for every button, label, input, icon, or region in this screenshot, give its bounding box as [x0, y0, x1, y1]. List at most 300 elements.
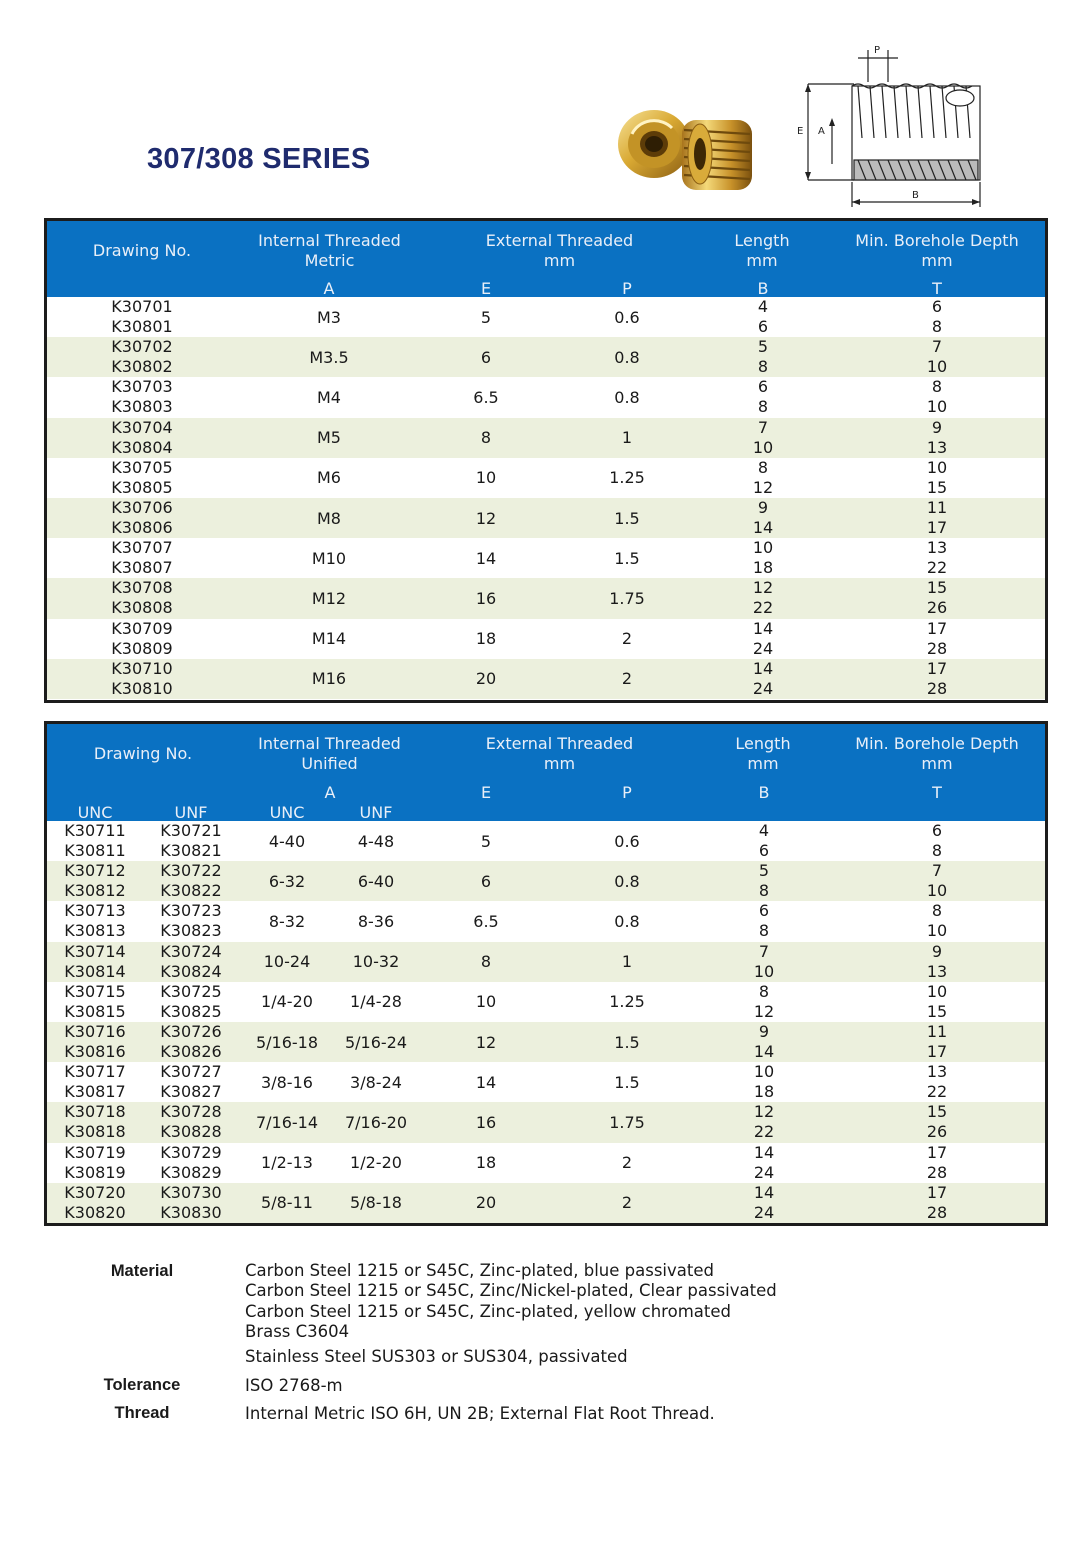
depth-t-cell — [887, 901, 987, 941]
unc-drawing-cell — [47, 982, 143, 1022]
drawing-no-cell-line: K30803 — [111, 397, 173, 417]
header-a: A — [324, 783, 336, 802]
thread-e-cell: 16 — [475, 588, 497, 608]
depth-t-cell — [887, 982, 987, 1022]
thread-e-cell: 10 — [475, 468, 497, 488]
table-row — [47, 619, 1045, 659]
unc-drawing-cell — [47, 942, 143, 982]
table-row — [47, 418, 1045, 458]
depth-t-cell-line: 17 — [926, 658, 948, 678]
drawing-no-cell — [87, 297, 197, 337]
table-row — [47, 1143, 1045, 1183]
depth-t-cell-line: 10 — [926, 881, 948, 901]
length-b-cell-line: 14 — [752, 658, 774, 678]
unf-drawing-cell — [143, 1102, 239, 1142]
drawing-no-cell-line: K30707 — [111, 538, 173, 558]
unified-table-header — [47, 724, 1045, 821]
thread-e-cell: 12 — [475, 1032, 497, 1052]
unc-thread-cell: 10-24 — [263, 952, 311, 972]
drawing-no-cell-line: K30703 — [111, 377, 173, 397]
thread-a-cell: M16 — [311, 669, 347, 689]
depth-t-cell-line: 15 — [926, 477, 948, 497]
thread-a-cell: M3.5 — [309, 347, 349, 367]
unf-drawing-cell-line: K30724 — [160, 941, 222, 961]
header-t: T — [932, 279, 942, 298]
unf-thread-cell: 1/4-28 — [350, 992, 402, 1012]
depth-t-cell — [887, 619, 987, 659]
depth-t-cell-line: 10 — [926, 397, 948, 417]
unf-thread-cell: 6-40 — [357, 871, 395, 891]
pitch-p-cell: 0.6 — [614, 307, 640, 327]
unf-drawing-cell-line: K30725 — [160, 981, 222, 1001]
unf-thread-cell: 4-48 — [357, 831, 395, 851]
header-p: P — [622, 279, 632, 298]
thread-e-cell: 5 — [480, 831, 492, 851]
drawing-no-cell-line: K30806 — [111, 518, 173, 538]
length-b-cell-line: 7 — [758, 941, 770, 961]
length-b-cell-line: 4 — [758, 821, 770, 841]
drawing-no-cell — [87, 377, 197, 417]
header-e: E — [480, 279, 492, 298]
depth-t-cell-line: 17 — [926, 518, 948, 538]
table-row — [47, 821, 1045, 861]
table-row — [47, 659, 1045, 699]
thread-a-cell: M4 — [317, 387, 341, 407]
pitch-p-cell: 1.5 — [614, 548, 640, 568]
unc-thread-cell: 4-40 — [268, 831, 306, 851]
pitch-p-cell: 0.8 — [614, 911, 640, 931]
depth-t-cell — [887, 297, 987, 337]
length-b-cell-line: 8 — [758, 921, 770, 941]
length-b-cell — [713, 418, 813, 458]
unf-drawing-cell-line: K30823 — [160, 921, 222, 941]
length-b-cell-line: 24 — [752, 678, 774, 698]
thread-a-cell: M6 — [317, 468, 341, 488]
thread-a-cell: M5 — [317, 428, 341, 448]
length-b-cell-line: 10 — [752, 437, 774, 457]
length-b-cell-line: 14 — [753, 1042, 775, 1062]
thread-e-cell: 6.5 — [473, 911, 499, 931]
drawing-no-cell-line: K30709 — [111, 618, 173, 638]
pitch-p-cell: 1.25 — [609, 468, 645, 488]
length-b-cell — [713, 458, 813, 498]
thread-e-cell: 8 — [480, 952, 492, 972]
length-b-cell — [713, 538, 813, 578]
unc-thread-cell: 1/4-20 — [261, 992, 313, 1012]
depth-t-cell-line: 7 — [931, 861, 943, 881]
length-b-cell — [714, 942, 814, 982]
unf-drawing-cell — [143, 1022, 239, 1062]
drawing-no-cell-line: K30804 — [111, 437, 173, 457]
unf-drawing-cell-line: K30826 — [160, 1042, 222, 1062]
length-b-cell-line: 24 — [753, 1162, 775, 1182]
unc-drawing-cell-line: K30713 — [64, 901, 126, 921]
unified-table — [44, 721, 1048, 1226]
header-t: T — [932, 783, 942, 802]
unc-drawing-cell-line: K30813 — [64, 921, 126, 941]
header-internal: Internal Threaded Unified — [258, 734, 401, 773]
unf-drawing-cell-line: K30722 — [160, 861, 222, 881]
depth-t-cell-line: 8 — [931, 317, 943, 337]
depth-t-cell-line: 28 — [926, 678, 948, 698]
pitch-p-cell: 0.8 — [614, 387, 640, 407]
material-label: Material — [110, 1262, 174, 1280]
length-b-cell-line: 18 — [753, 1082, 775, 1102]
drawing-no-cell — [87, 538, 197, 578]
header-a: A — [323, 279, 335, 298]
unc-drawing-cell-line: K30720 — [64, 1182, 126, 1202]
unc-drawing-cell-line: K30819 — [64, 1162, 126, 1182]
length-b-cell-line: 8 — [757, 397, 769, 417]
length-b-cell — [714, 1102, 814, 1142]
length-b-cell — [714, 1062, 814, 1102]
depth-t-cell-line: 10 — [926, 981, 948, 1001]
length-b-cell-line: 8 — [757, 357, 769, 377]
unf-drawing-cell-line: K30828 — [160, 1122, 222, 1142]
depth-t-cell-line: 7 — [931, 337, 943, 357]
depth-t-cell-line: 8 — [931, 377, 943, 397]
unc-drawing-cell-line: K30711 — [64, 821, 126, 841]
unc-drawing-cell-line: K30718 — [64, 1102, 126, 1122]
table-row — [47, 297, 1045, 337]
unc-drawing-cell-line: K30715 — [64, 981, 126, 1001]
thread-a-cell: M14 — [311, 629, 347, 649]
depth-t-cell-line: 11 — [926, 498, 948, 518]
unf-drawing-cell-line: K30721 — [160, 821, 222, 841]
depth-t-cell-line: 28 — [926, 1202, 948, 1222]
depth-t-cell-line: 13 — [926, 538, 948, 558]
length-b-cell-line: 6 — [758, 841, 770, 861]
pitch-p-cell: 1.25 — [609, 992, 645, 1012]
header-unf-drawing: UNF — [174, 803, 208, 822]
depth-t-cell — [887, 942, 987, 982]
length-b-cell-line: 12 — [752, 578, 774, 598]
drawing-no-cell-line: K30809 — [111, 638, 173, 658]
unc-drawing-cell — [47, 1062, 143, 1102]
unc-drawing-cell — [47, 861, 143, 901]
drawing-no-cell-line: K30802 — [111, 357, 173, 377]
length-b-cell — [713, 578, 813, 618]
length-b-cell-line: 14 — [753, 1142, 775, 1162]
length-b-cell — [714, 821, 814, 861]
length-b-cell-line: 10 — [753, 961, 775, 981]
page-title: 307/308 SERIES — [147, 143, 371, 175]
label-e: E — [797, 126, 804, 137]
depth-t-cell-line: 15 — [926, 1001, 948, 1021]
thread-e-cell: 20 — [475, 669, 497, 689]
pitch-p-cell: 1.5 — [614, 1072, 640, 1092]
length-b-cell — [714, 1183, 814, 1223]
unc-thread-cell: 5/8-11 — [261, 1193, 313, 1213]
header-external: External Threaded mm — [485, 231, 634, 270]
length-b-cell-line: 5 — [758, 861, 770, 881]
unf-drawing-cell-line: K30723 — [160, 901, 222, 921]
technical-drawing — [792, 42, 1002, 210]
length-b-cell-line: 12 — [753, 1102, 775, 1122]
unc-drawing-cell-line: K30818 — [64, 1122, 126, 1142]
drawing-no-cell-line: K30710 — [111, 658, 173, 678]
table-row — [47, 458, 1045, 498]
header-length: Length mm — [734, 231, 790, 270]
thread-e-cell: 14 — [475, 548, 497, 568]
unf-drawing-cell-line: K30827 — [160, 1082, 222, 1102]
length-b-cell-line: 22 — [753, 1122, 775, 1142]
unc-drawing-cell-line: K30716 — [64, 1022, 126, 1042]
pitch-p-cell: 2 — [621, 1193, 633, 1213]
table-row — [47, 538, 1045, 578]
depth-t-cell-line: 17 — [926, 1182, 948, 1202]
depth-t-cell-line: 26 — [926, 1122, 948, 1142]
length-b-cell-line: 14 — [752, 518, 774, 538]
header-e: E — [480, 783, 492, 802]
drawing-no-cell-line: K30810 — [111, 678, 173, 698]
length-b-cell-line: 6 — [757, 377, 769, 397]
unf-drawing-cell-line: K30822 — [160, 881, 222, 901]
material-values: Carbon Steel 1215 or S45C, Zinc-plated, blue passivated Carbon Steel 1215 or S45C, Zinc/Nickel-plated, Clear passivated Carbon Steel 1215 or S45C, Zinc-plated, yellow chromated Brass C3604 Stainless Steel SUS303 or SUS304, passivated — [245, 1261, 777, 1367]
drawing-no-cell-line: K30701 — [111, 297, 173, 317]
header-internal: Internal Threaded Metric — [258, 231, 401, 270]
table-row — [47, 377, 1045, 417]
depth-t-cell — [887, 1143, 987, 1183]
header-unf-thread: UNF — [359, 803, 393, 822]
thread-e-cell: 8 — [480, 428, 492, 448]
unf-drawing-cell-line: K30824 — [160, 961, 222, 981]
length-b-cell — [713, 337, 813, 377]
length-b-cell — [714, 982, 814, 1022]
pitch-p-cell: 1 — [621, 952, 633, 972]
table-row — [47, 1183, 1045, 1223]
pitch-p-cell: 2 — [621, 1153, 633, 1173]
unc-drawing-cell — [47, 1183, 143, 1223]
length-b-cell-line: 4 — [757, 297, 769, 317]
depth-t-cell-line: 13 — [926, 1062, 948, 1082]
unc-thread-cell: 1/2-13 — [261, 1153, 313, 1173]
pitch-p-cell: 1.5 — [614, 508, 640, 528]
drawing-no-cell-line: K30801 — [111, 317, 173, 337]
header-borehole: Min. Borehole Depth mm — [855, 231, 1019, 270]
length-b-cell-line: 9 — [757, 498, 769, 518]
unc-drawing-cell-line: K30712 — [64, 861, 126, 881]
unc-thread-cell: 5/16-18 — [255, 1032, 319, 1052]
length-b-cell-line: 5 — [757, 337, 769, 357]
length-b-cell-line: 24 — [753, 1202, 775, 1222]
header-borehole: Min. Borehole Depth mm — [855, 734, 1019, 773]
table-row — [47, 578, 1045, 618]
tolerance-value: ISO 2768-m — [245, 1376, 343, 1395]
brass-insert-right — [682, 120, 752, 190]
depth-t-cell-line: 28 — [926, 1162, 948, 1182]
table-row — [47, 901, 1045, 941]
length-b-cell-line: 22 — [752, 598, 774, 618]
depth-t-cell-line: 10 — [926, 357, 948, 377]
unf-drawing-cell — [143, 861, 239, 901]
drawing-no-cell-line: K30808 — [111, 598, 173, 618]
table-row — [47, 861, 1045, 901]
depth-t-cell — [887, 821, 987, 861]
unf-drawing-cell-line: K30728 — [160, 1102, 222, 1122]
depth-t-cell-line: 8 — [931, 841, 943, 861]
thread-e-cell: 12 — [475, 508, 497, 528]
unf-drawing-cell — [143, 821, 239, 861]
pitch-p-cell: 1.75 — [609, 1112, 645, 1132]
depth-t-cell — [887, 1022, 987, 1062]
depth-t-cell-line: 13 — [926, 437, 948, 457]
length-b-cell-line: 6 — [758, 901, 770, 921]
unf-thread-cell: 5/8-18 — [350, 1193, 402, 1213]
length-b-cell-line: 7 — [757, 417, 769, 437]
unf-drawing-cell-line: K30730 — [160, 1182, 222, 1202]
depth-t-cell — [887, 337, 987, 377]
depth-t-cell-line: 28 — [926, 638, 948, 658]
depth-t-cell — [887, 458, 987, 498]
label-b: B — [912, 190, 919, 201]
unf-drawing-cell-line: K30821 — [160, 841, 222, 861]
pitch-p-cell: 2 — [621, 629, 633, 649]
thread-e-cell: 16 — [475, 1112, 497, 1132]
unf-drawing-cell-line: K30727 — [160, 1062, 222, 1082]
depth-t-cell — [887, 377, 987, 417]
pitch-p-cell: 1.75 — [609, 588, 645, 608]
depth-t-cell-line: 15 — [926, 578, 948, 598]
drawing-no-cell — [87, 578, 197, 618]
length-b-cell — [714, 1143, 814, 1183]
pitch-p-cell: 0.8 — [614, 871, 640, 891]
unc-drawing-cell-line: K30717 — [64, 1062, 126, 1082]
unc-drawing-cell — [47, 1022, 143, 1062]
depth-t-cell — [887, 1102, 987, 1142]
depth-t-cell-line: 22 — [926, 558, 948, 578]
unc-drawing-cell — [47, 901, 143, 941]
unf-thread-cell: 10-32 — [352, 952, 400, 972]
header-b: B — [757, 279, 769, 298]
unc-drawing-cell — [47, 1102, 143, 1142]
thread-a-cell: M10 — [311, 548, 347, 568]
length-b-cell — [713, 619, 813, 659]
drawing-no-cell — [87, 498, 197, 538]
length-b-cell-line: 24 — [752, 638, 774, 658]
brass-insert-left — [618, 110, 690, 178]
depth-t-cell-line: 9 — [931, 417, 943, 437]
metric-table — [44, 218, 1048, 703]
depth-t-cell-line: 17 — [926, 1142, 948, 1162]
metric-table-body — [47, 297, 1045, 699]
length-b-cell-line: 12 — [752, 477, 774, 497]
header-drawing-no: Drawing No. — [93, 744, 193, 763]
thread-e-cell: 6 — [480, 347, 492, 367]
length-b-cell-line: 14 — [753, 1182, 775, 1202]
depth-t-cell-line: 15 — [926, 1102, 948, 1122]
table-row — [47, 1102, 1045, 1142]
table-row — [47, 498, 1045, 538]
unf-drawing-cell — [143, 982, 239, 1022]
depth-t-cell-line: 13 — [926, 961, 948, 981]
depth-t-cell-line: 26 — [926, 598, 948, 618]
unc-thread-cell: 8-32 — [268, 911, 306, 931]
drawing-no-cell-line: K30704 — [111, 417, 173, 437]
length-b-cell — [713, 498, 813, 538]
unc-drawing-cell-line: K30817 — [64, 1082, 126, 1102]
depth-t-cell — [887, 659, 987, 699]
depth-t-cell-line: 10 — [926, 457, 948, 477]
unc-drawing-cell-line: K30814 — [64, 961, 126, 981]
depth-t-cell — [887, 1183, 987, 1223]
header-b: B — [758, 783, 770, 802]
unf-thread-cell: 5/16-24 — [344, 1032, 408, 1052]
unc-thread-cell: 3/8-16 — [261, 1072, 313, 1092]
depth-t-cell — [887, 538, 987, 578]
table-row — [47, 1022, 1045, 1062]
label-p: P — [874, 45, 881, 56]
unf-drawing-cell — [143, 942, 239, 982]
length-b-cell — [713, 297, 813, 337]
label-a: A — [818, 126, 825, 137]
table-row — [47, 982, 1045, 1022]
thread-e-cell: 18 — [475, 1153, 497, 1173]
tolerance-label: Tolerance — [103, 1376, 181, 1394]
length-b-cell — [713, 377, 813, 417]
drawing-no-cell — [87, 659, 197, 699]
unc-drawing-cell-line: K30815 — [64, 1001, 126, 1021]
header-unc-thread: UNC — [269, 803, 305, 822]
drawing-no-cell-line: K30705 — [111, 457, 173, 477]
unf-thread-cell: 1/2-20 — [350, 1153, 402, 1173]
drawing-no-cell-line: K30805 — [111, 477, 173, 497]
thread-a-cell: M3 — [317, 307, 341, 327]
depth-t-cell-line: 22 — [926, 1082, 948, 1102]
depth-t-cell-line: 11 — [926, 1022, 948, 1042]
length-b-cell-line: 8 — [758, 981, 770, 1001]
depth-t-cell — [887, 498, 987, 538]
drawing-no-cell-line: K30708 — [111, 578, 173, 598]
thread-e-cell: 5 — [480, 307, 492, 327]
unf-drawing-cell-line: K30825 — [160, 1001, 222, 1021]
unf-drawing-cell-line: K30830 — [160, 1202, 222, 1222]
length-b-cell-line: 9 — [758, 1022, 770, 1042]
unf-drawing-cell — [143, 1143, 239, 1183]
depth-t-cell — [887, 578, 987, 618]
depth-t-cell-line: 17 — [926, 618, 948, 638]
length-b-cell-line: 8 — [757, 457, 769, 477]
metric-table-header — [47, 221, 1045, 297]
length-b-cell — [714, 1022, 814, 1062]
thread-a-cell: M12 — [311, 588, 347, 608]
unf-thread-cell: 7/16-20 — [344, 1112, 408, 1132]
header-external: External Threaded mm — [485, 734, 634, 773]
drawing-no-cell — [87, 418, 197, 458]
table-row — [47, 942, 1045, 982]
length-b-cell-line: 10 — [752, 538, 774, 558]
unf-drawing-cell — [143, 1183, 239, 1223]
unc-thread-cell: 6-32 — [268, 871, 306, 891]
depth-t-cell — [887, 1062, 987, 1102]
drawing-no-cell — [87, 619, 197, 659]
pitch-p-cell: 1.5 — [614, 1032, 640, 1052]
unc-drawing-cell — [47, 1143, 143, 1183]
table-row — [47, 1062, 1045, 1102]
length-b-cell-line: 6 — [757, 317, 769, 337]
thread-e-cell: 14 — [475, 1072, 497, 1092]
unf-drawing-cell-line: K30729 — [160, 1142, 222, 1162]
thread-e-cell: 10 — [475, 992, 497, 1012]
unc-drawing-cell-line: K30714 — [64, 941, 126, 961]
thread-e-cell: 6.5 — [473, 387, 499, 407]
unc-drawing-cell — [47, 821, 143, 861]
product-photo — [612, 106, 762, 196]
depth-t-cell-line: 8 — [931, 901, 943, 921]
depth-t-cell-line: 6 — [931, 297, 943, 317]
drawing-no-cell — [87, 458, 197, 498]
length-b-cell-line: 14 — [752, 618, 774, 638]
